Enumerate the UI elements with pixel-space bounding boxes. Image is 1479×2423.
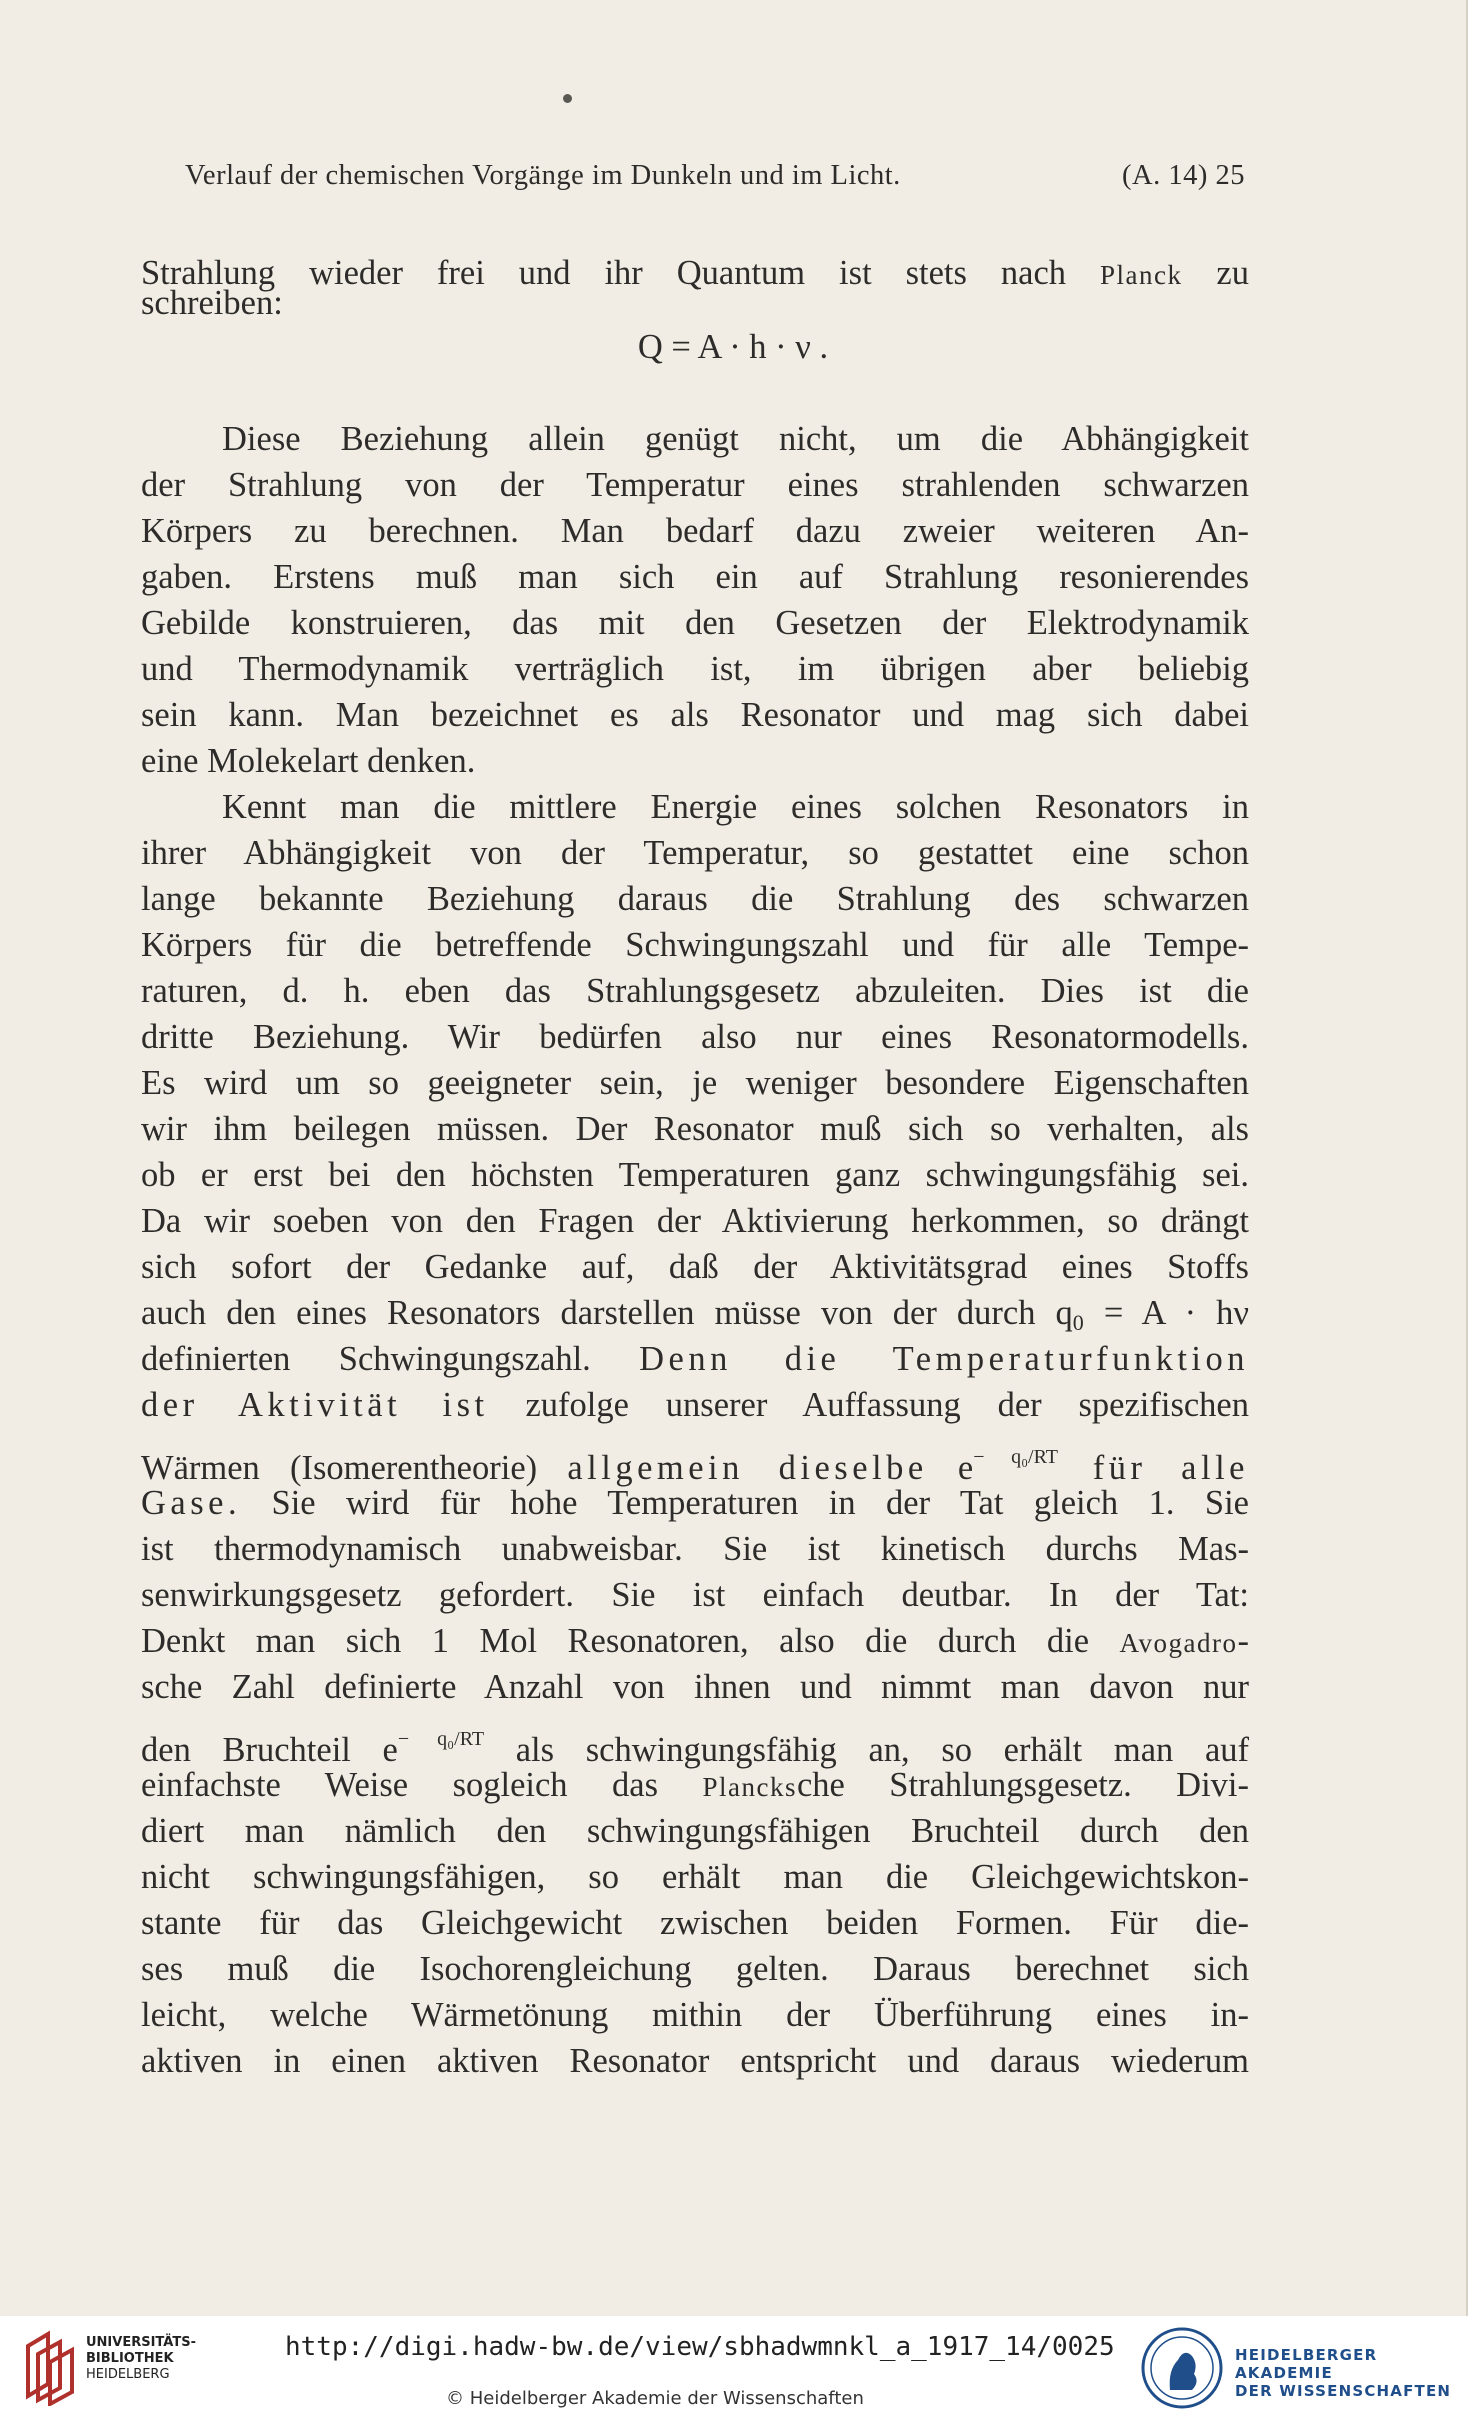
text-line: und Thermodynamik verträglich ist, im übrigen aber beliebig [141,650,1249,688]
spaced-emphasis: der Aktivität ist [141,1386,489,1424]
text-line: raturen, d. h. eben das Strahlungsgesetz abzuleiten. Dies ist die [141,972,1249,1010]
text-line: sche Zahl definierte Anzahl von ihnen und nimmt man davon nur [141,1668,1249,1706]
spaced-emphasis: Denn die Temperaturfunktion [639,1340,1249,1378]
academy-seal-icon [1140,2326,1224,2410]
text-line: der Aktivität ist zufolge unserer Auffassung der spezifischen [141,1386,1249,1424]
text-line: senwirkungsgesetz gefordert. Sie ist einfach deutbar. In der Tat: [141,1576,1249,1614]
text-line: Gase. Sie wird für hohe Temperaturen in der Tat gleich 1. Sie [141,1484,1249,1522]
text-line: definierten Schwingungszahl. Denn die Temperaturfunktion [141,1340,1249,1378]
text-line: Gebilde konstruieren, das mit den Gesetzen der Elektrodynamik [141,604,1249,642]
text-line: lange bekannte Beziehung daraus die Strahlung des schwarzen [141,880,1249,918]
text-line: auch den eines Resonators darstellen müsse von der durch $q_0 = A \cdot h\nu$ [141,1294,1249,1335]
text-line: schreiben: [141,284,283,322]
page-number: (A. 14) 25 [1122,160,1245,191]
digitization-footer [0,2316,1479,2423]
spaced-emphasis: allgemein dieselbe [567,1449,928,1487]
text-line: sich sofort der Gedanke auf, daß der Aktivitätsgrad eines Stoffs [141,1248,1249,1286]
running-header [185,160,1245,192]
text-line: gaben. Erstens muß man sich ein auf Strahlung resonierendes [141,558,1249,596]
author-name: Plancks [702,1772,797,1802]
text-line: ihrer Abhängigkeit von der Temperatur, so gestattet eine schon [141,834,1249,872]
text-line: Körpers für die betreffende Schwingungszahl und für alle Tempe- [141,926,1249,964]
author-name: Avogadro [1119,1628,1238,1658]
running-title: Verlauf der chemischen Vorgänge im Dunkeln und im Licht. [185,160,901,191]
text-line: einfachste Weise sogleich das Plancksche Strahlungsgesetz. Divi- [141,1766,1249,1804]
text-line: den Bruchteil $e^{- q_0/RT}$ als schwingungsfähig an, so erhält man auf [141,1728,1249,1769]
permalink-url[interactable]: http://digi.hadw-bw.de/view/sbhadwmnkl_a_1917_14/0025 [285,2332,1115,2362]
equation: Q = A · h · ν . [637,328,829,366]
author-name: Planck [1099,260,1183,290]
text-line: Kennt man die mittlere Energie eines solchen Resonators in [222,788,1249,826]
text-line: dritte Beziehung. Wir bedürfen also nur eines Resonatormodells. [141,1018,1249,1056]
text-line: Es wird um so geeigneter sein, je weniger besondere Eigenschaften [141,1064,1249,1102]
text-line: diert man nämlich den schwingungsfähigen Bruchteil durch den [141,1812,1249,1850]
text-line: aktiven in einen aktiven Resonator entspricht und daraus wiederum [141,2042,1249,2080]
library-name: UNIVERSITÄTS- BIBLIOTHEK HEIDELBERG [86,2335,196,2382]
text-line: ist thermodynamisch unabweisbar. Sie ist kinetisch durchs Mas- [141,1530,1249,1568]
library-logo-icon [18,2326,78,2406]
spaced-emphasis: für alle [1057,1449,1249,1487]
text-line: Körpers zu berechnen. Man bedarf dazu zweier weiteren An- [141,512,1249,550]
spaced-emphasis: Gase. [141,1484,242,1522]
text-line: ses muß die Isochorengleichung gelten. Daraus berechnet sich [141,1950,1249,1988]
text-line: sein kann. Man bezeichnet es als Resonator und mag sich dabei [141,696,1249,734]
exponent: − q₀/RT [397,1728,485,1750]
exponent: − q₀/RT [973,1446,1058,1468]
ink-dot [563,94,572,103]
text-line: leicht, welche Wärmetönung mithin der Überführung eines in- [141,1996,1249,2034]
academy-name: HEIDELBERGER AKADEMIE DER WISSENSCHAFTEN [1235,2346,1452,2400]
text-line: Denkt man sich 1 Mol Resonatoren, also die durch die Avogadro- [141,1622,1249,1660]
text-line: Wärmen (Isomerentheorie) allgemein dieselbe $e^{- q_0/RT}$ für alle [141,1446,1249,1487]
text-line: der Strahlung von der Temperatur eines strahlenden schwarzen [141,466,1249,504]
text-line: stante für das Gleichgewicht zwischen beiden Formen. Für die- [141,1904,1249,1942]
text-line: eine Molekelart denken. [141,742,476,780]
text-line: Strahlung wieder frei und ihr Quantum ist stets nach Planck zu [141,254,1249,292]
text-line: nicht schwingungsfähigen, so erhält man die Gleichgewichtskon- [141,1858,1249,1896]
text-line: wir ihm beilegen müssen. Der Resonator muß sich so verhalten, als [141,1110,1249,1148]
copyright-notice: © Heidelberger Akademie der Wissenschaften [446,2388,864,2409]
text-line: Da wir soeben von den Fragen der Aktivierung herkommen, so drängt [141,1202,1249,1240]
text-line: ob er erst bei den höchsten Temperaturen ganz schwingungsfähig sei. [141,1156,1249,1194]
text-line: Diese Beziehung allein genügt nicht, um die Abhängigkeit [222,420,1249,458]
